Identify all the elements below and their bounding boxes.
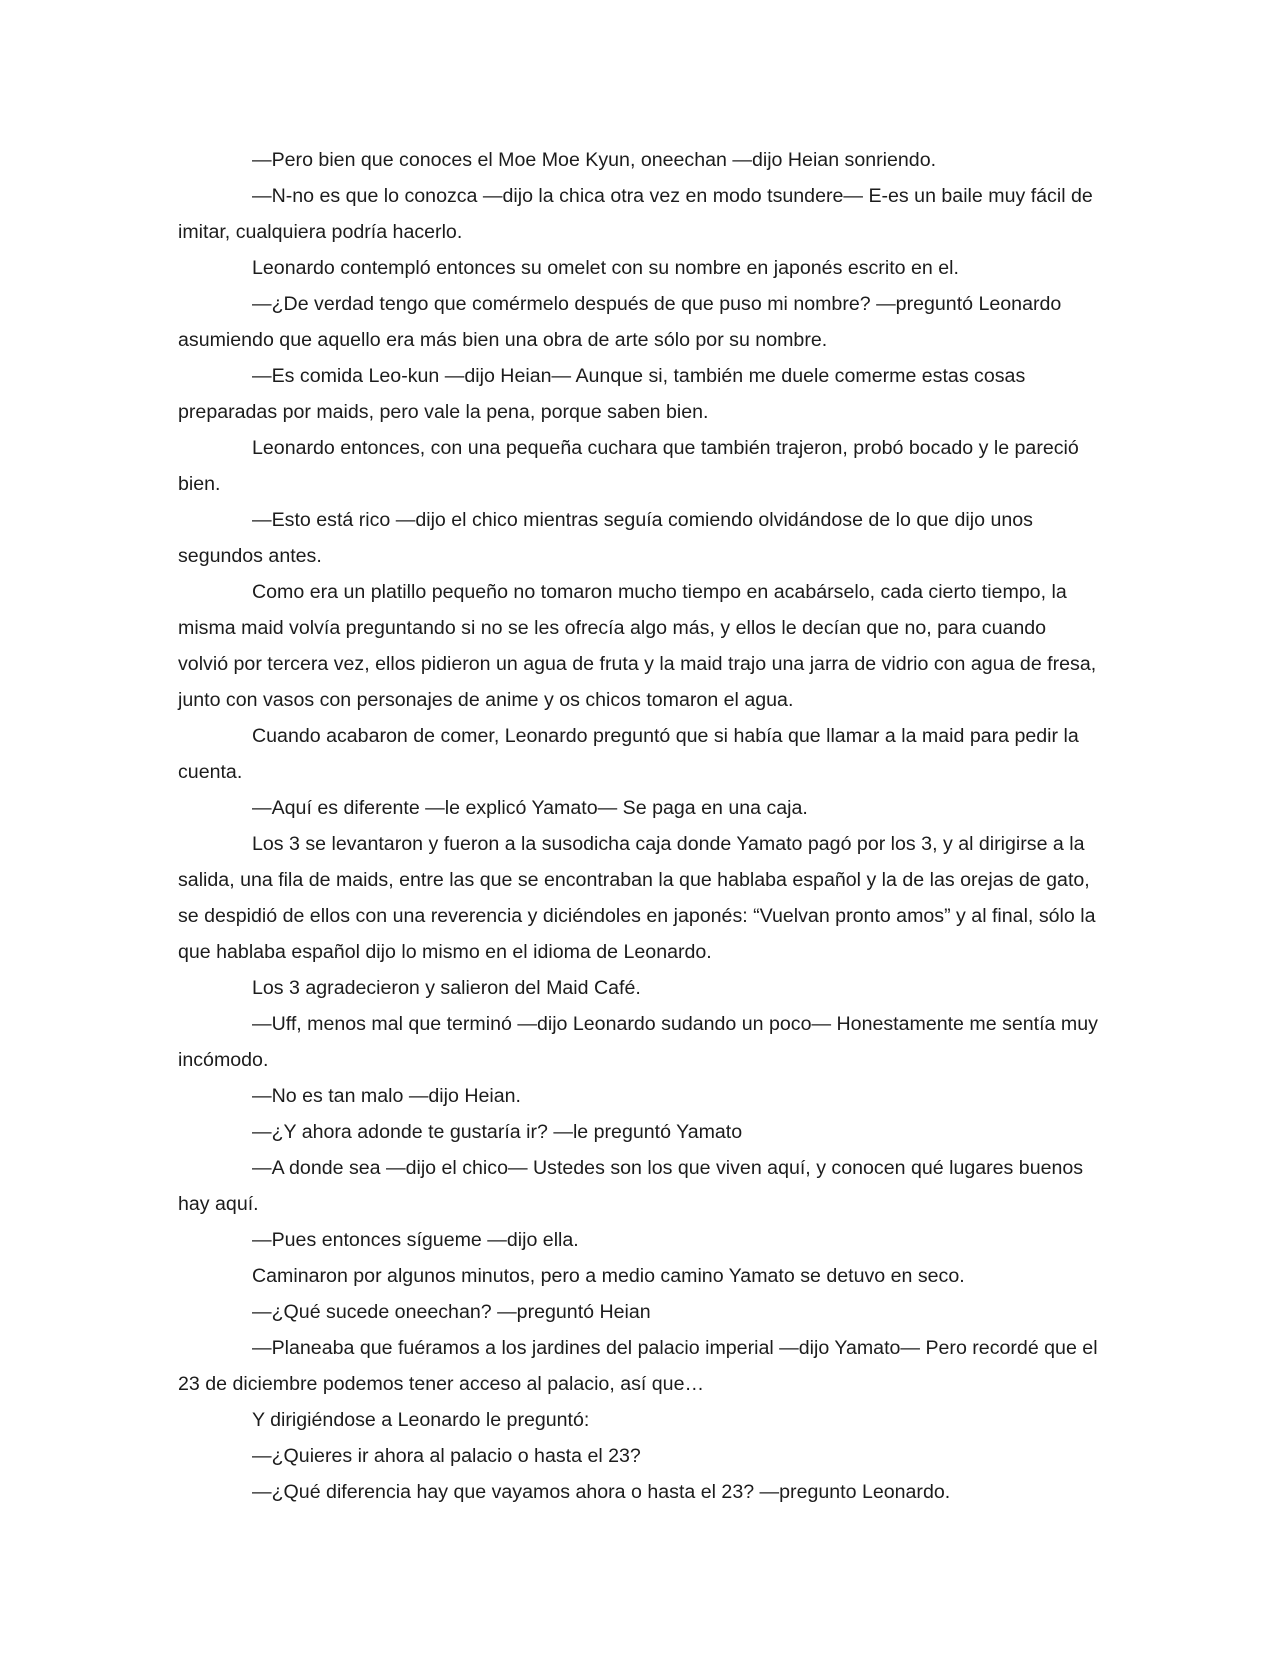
paragraph: —¿Quieres ir ahora al palacio o hasta el 23? <box>252 1445 641 1467</box>
paragraph: —Esto está rico —dijo el chico mientras seguía comiendo olvidándose de lo que dijo unos segundos antes. <box>178 509 1033 567</box>
paragraph: —Pero bien que conoces el Moe Moe Kyun, oneechan —dijo Heian sonriendo. <box>252 149 937 171</box>
paragraph: —Pues entonces sígueme —dijo ella. <box>252 1229 579 1251</box>
paragraph: —Aquí es diferente —le explicó Yamato— Se paga en una caja. <box>252 797 808 819</box>
paragraph: Cuando acabaron de comer, Leonardo preguntó que si había que llamar a la maid para pedir la cuenta. <box>178 725 1079 783</box>
paragraph: Leonardo contempló entonces su omelet con su nombre en japonés escrito en el. <box>252 257 959 279</box>
paragraph: —¿Qué diferencia hay que vayamos ahora o hasta el 23? —pregunto Leonardo. <box>252 1481 951 1503</box>
paragraph: Como era un platillo pequeño no tomaron mucho tiempo en acabárselo, cada cierto tiempo, la misma maid volvía preguntando si no se les ofrecía algo más, y ellos le decían que no, para cuando volvió por tercera vez, ellos pidieron un agua de fruta y la maid trajo una jarra de vidrio con agua de fresa, junto con vasos con personajes de anime y os chicos tomaron el agua. <box>178 581 1097 711</box>
paragraph: —Es comida Leo-kun —dijo Heian— Aunque si, también me duele comerme estas cosas preparadas por maids, pero vale la pena, porque saben bien. <box>178 365 1026 423</box>
paragraph: Leonardo entonces, con una pequeña cuchara que también trajeron, probó bocado y le pareció bien. <box>178 437 1079 495</box>
paragraph: Los 3 agradecieron y salieron del Maid Café. <box>252 977 641 999</box>
body-text <box>178 142 1100 1510</box>
paragraph: —¿De verdad tengo que comérmelo después de que puso mi nombre? —preguntó Leonardo asumiendo que aquello era más bien una obra de arte sólo por su nombre. <box>178 293 1062 351</box>
paragraph: Y dirigiéndose a Leonardo le preguntó: <box>252 1409 590 1431</box>
paragraph: —¿Qué sucede oneechan? —preguntó Heian <box>252 1301 651 1323</box>
paragraph: —N-no es que lo conozca —dijo la chica otra vez en modo tsundere— E-es un baile muy fácil de imitar, cualquiera podría hacerlo. <box>178 185 1093 243</box>
paragraph: —Planeaba que fuéramos a los jardines del palacio imperial —dijo Yamato— Pero recordé que el 23 de diciembre podemos tener acceso al palacio, así que… <box>178 1337 1098 1395</box>
paragraph: —A donde sea —dijo el chico— Ustedes son los que viven aquí, y conocen qué lugares buenos hay aquí. <box>178 1157 1084 1215</box>
paragraph: Los 3 se levantaron y fueron a la susodicha caja donde Yamato pagó por los 3, y al dirigirse a la salida, una fila de maids, entre las que se encontraban la que hablaba español y la de las orejas de gato, se despidió de ellos con una reverencia y diciéndoles en japonés: “Vuelvan pronto amos” y al final, sólo la que hablaba español dijo lo mismo en el idioma de Leonardo. <box>178 833 1096 963</box>
paragraph: —¿Y ahora adonde te gustaría ir? —le preguntó Yamato <box>252 1121 743 1143</box>
paragraph: —No es tan malo —dijo Heian. <box>252 1085 521 1107</box>
paragraph: —Uff, menos mal que terminó —dijo Leonardo sudando un poco— Honestamente me sentía muy incómodo. <box>178 1013 1098 1071</box>
paragraph: Caminaron por algunos minutos, pero a medio camino Yamato se detuvo en seco. <box>252 1265 965 1287</box>
